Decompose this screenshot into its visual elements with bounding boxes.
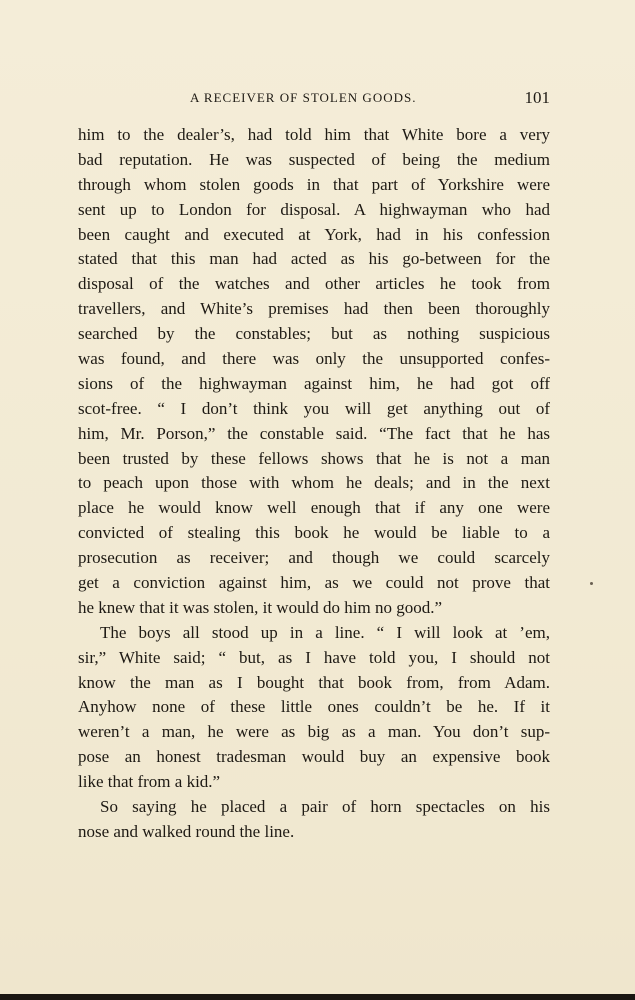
text-line: stated that this man had acted as his go-between for the xyxy=(78,249,550,269)
text-line: So saying he placed a pair of horn spectacles on his xyxy=(100,797,550,817)
text-line: disposal of the watches and other articles he took from xyxy=(78,274,550,294)
text-line: weren’t a man, he were as big as a man. You don’t sup- xyxy=(78,722,550,742)
text-line: to peach upon those with whom he deals; and in the next xyxy=(78,473,550,493)
text-line: bad reputation. He was suspected of being the medium xyxy=(78,149,550,169)
text-line: know the man as I bought that book from, from Adam. xyxy=(78,672,550,692)
text-line: place he would know well enough that if any one were xyxy=(78,498,550,518)
text-line: him, Mr. Porson,” the constable said. “The fact that he has xyxy=(78,423,550,443)
text-line: him to the dealer’s, had told him that White bore a very xyxy=(78,125,550,144)
text-line: he knew that it was stolen, it would do him no good.” xyxy=(78,597,443,617)
running-head: A RECEIVER OF STOLEN GOODS. xyxy=(190,90,417,105)
text-line: prosecution as receiver; and though we could scarcely xyxy=(78,548,550,568)
body-text xyxy=(78,123,550,845)
text-line: convicted of stealing this book he would be liable to a xyxy=(78,523,550,543)
page-number: 101 xyxy=(524,88,550,107)
text-line: travellers, and White’s premises had then been thoroughly xyxy=(78,299,550,319)
text-line: sions of the highwayman against him, he had got off xyxy=(78,373,550,393)
text-line: Anyhow none of these little ones couldn’t be he. If it xyxy=(78,697,550,717)
text-line: been caught and executed at York, had in his confession xyxy=(78,224,550,244)
text-line: like that from a kid.” xyxy=(78,772,221,792)
paper-speck xyxy=(590,582,593,585)
text-line: was found, and there was only the unsupported confes- xyxy=(78,349,550,369)
text-line: get a conviction against him, as we could not prove that xyxy=(78,573,550,593)
text-line: The boys all stood up in a line. “ I will look at ’em, xyxy=(100,622,550,642)
text-line: searched by the constables; but as nothing suspicious xyxy=(78,324,550,344)
scan-bottom-edge xyxy=(0,994,635,1000)
text-line: nose and walked round the line. xyxy=(78,821,295,841)
text-line: scot-free. “ I don’t think you will get anything out of xyxy=(78,398,550,418)
text-line: sent up to London for disposal. A highwayman who had xyxy=(78,199,550,219)
page-header xyxy=(78,90,550,112)
text-line: through whom stolen goods in that part of Yorkshire were xyxy=(78,174,550,194)
text-line: sir,” White said; “ but, as I have told you, I should not xyxy=(78,647,550,667)
text-line: pose an honest tradesman would buy an expensive book xyxy=(78,747,550,767)
text-line: been trusted by these fellows shows that he is not a man xyxy=(78,448,550,468)
